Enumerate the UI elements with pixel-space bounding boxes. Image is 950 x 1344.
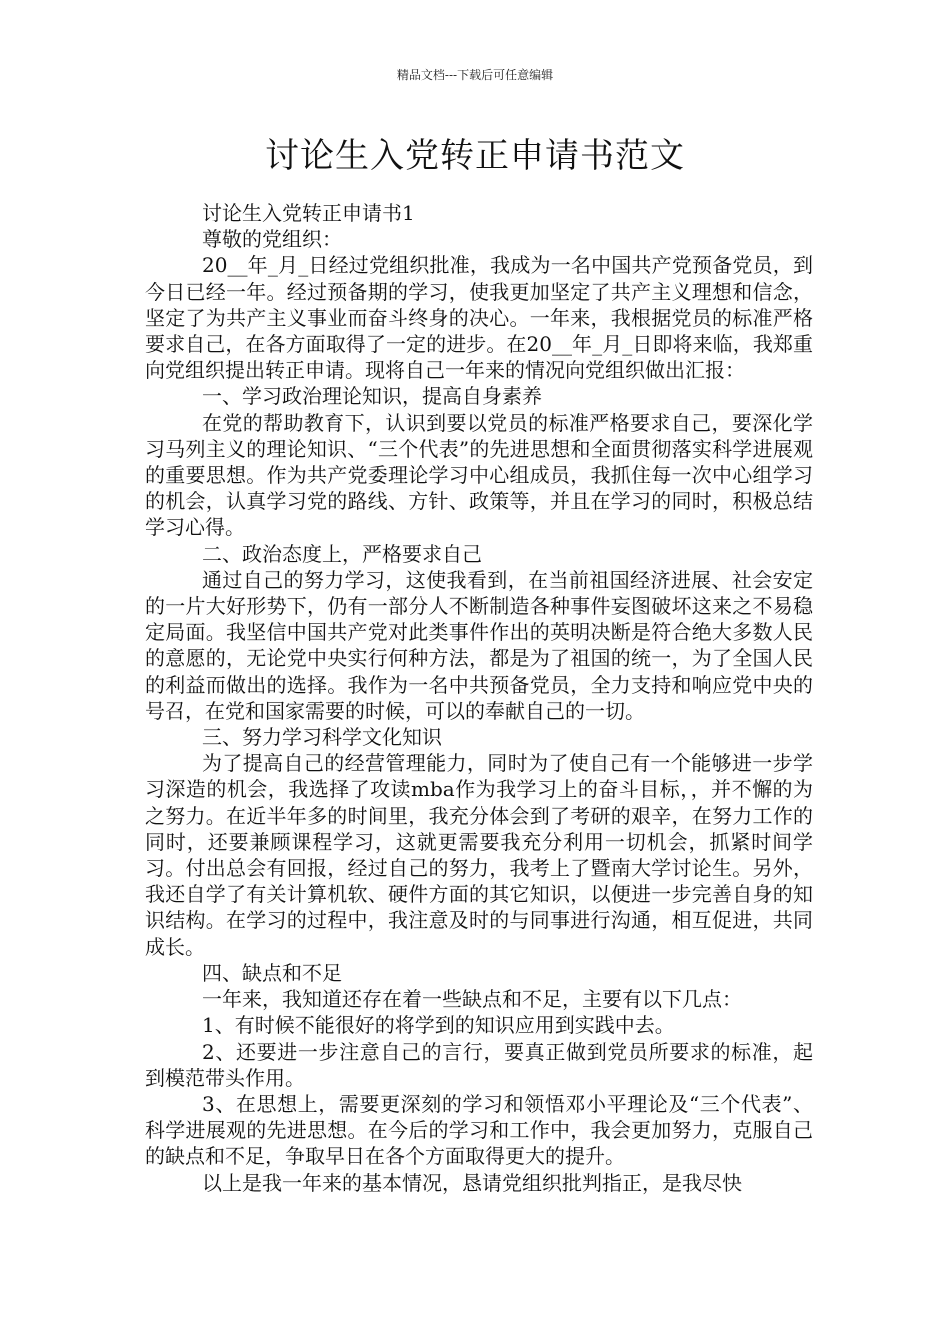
- document-body: [145, 200, 813, 1196]
- section-heading: 一、学习政治理论知识，提高自身素养: [202, 384, 542, 409]
- section-heading: 四、缺点和不足: [202, 960, 342, 985]
- section-heading: 三、努力学习科学文化知识: [202, 725, 442, 750]
- list-item: 2、还要进一步注意自己的言行，要真正做到党员所要求的标准，起到模范带头作用。: [145, 1039, 813, 1090]
- paragraph: 20__年_月_日经过党组织批准，我成为一名中国共产党预备党员，到今日已经一年。经过预备期的学习，使我更加坚定了共产主义理想和信念，坚定了为共产主义事业而奋斗终身的决心。一年来，我根据党员的标准严格要求自己，在各方面取得了一定的进步。在20__年_月_日即将来临，我郑重向党组织提出转正申请。现将自己一年来的情况向党组织做出汇报：: [145, 253, 813, 383]
- paragraph-subtitle: 讨论生入党转正申请书1: [202, 201, 415, 225]
- paragraph: 以上是我一年来的基本情况，恳请党组织批判指正，是我尽快: [202, 1170, 742, 1195]
- paragraph: 一年来，我知道还存在着一些缺点和不足，主要有以下几点：: [202, 987, 742, 1012]
- document-title: 讨论生入党转正申请书范文: [265, 136, 685, 176]
- paragraph: 在党的帮助教育下，认识到要以党员的标准严格要求自己，要深化学习马列主义的理论知识、“三个代表”的先进思想和全面贯彻落实科学进展观的重要思想。作为共产党委理论学习中心组成员，我抓住每一次中心组学习的机会，认真学习党的路线、方针、政策等，并且在学习的同时，积极总结学习心得。: [145, 410, 813, 540]
- list-item: 1、有时候不能很好的将学到的知识应用到实践中去。: [202, 1013, 675, 1038]
- paragraph-salutation: 尊敬的党组织：: [202, 227, 342, 252]
- paragraph: 通过自己的努力学习，这使我看到，在当前祖国经济进展、社会安定的一片大好形势下，仍有一部分人不断制造各种事件妄图破坏这来之不易稳定局面。我坚信中国共产党对此类事件作出的英明决断是符合绝大多数人民的意愿的，无论党中央实行何种方法，都是为了祖国的统一，为了全国人民的利益而做出的选择。我作为一名中共预备党员，全力支持和响应党中央的号召，在党和国家需要的时候，可以的奉献自己的一切。: [145, 567, 813, 723]
- paragraph: 为了提高自己的经营管理能力，同时为了使自己有一个能够进一步学习深造的机会，我选择了攻读mba作为我学习上的奋斗目标，，并不懈的为之努力。在近半年多的时间里，我充分体会到了考研的艰辛，在努力工作的同时，还要兼顾课程学习，这就更需要我充分利用一切机会，抓紧时间学习。付出总会有回报，经过自己的努力，我考上了暨南大学讨论生。另外，我还自学了有关计算机软、硬件方面的其它知识，以便进一步完善自身的知识结构。在学习的过程中，我注意及时的与同事进行沟通，相互促进，共同成长。: [145, 751, 813, 959]
- list-item: 3、在思想上，需要更深刻的学习和领悟邓小平理论及“三个代表”、科学进展观的先进思想。在今后的学习和工作中，我会更加努力，克服自己的缺点和不足，争取早日在各个方面取得更大的提升。: [145, 1091, 813, 1169]
- section-heading: 二、政治态度上，严格要求自己: [202, 541, 482, 566]
- page-header: 精品文档---下载后可任意编辑: [396, 68, 554, 82]
